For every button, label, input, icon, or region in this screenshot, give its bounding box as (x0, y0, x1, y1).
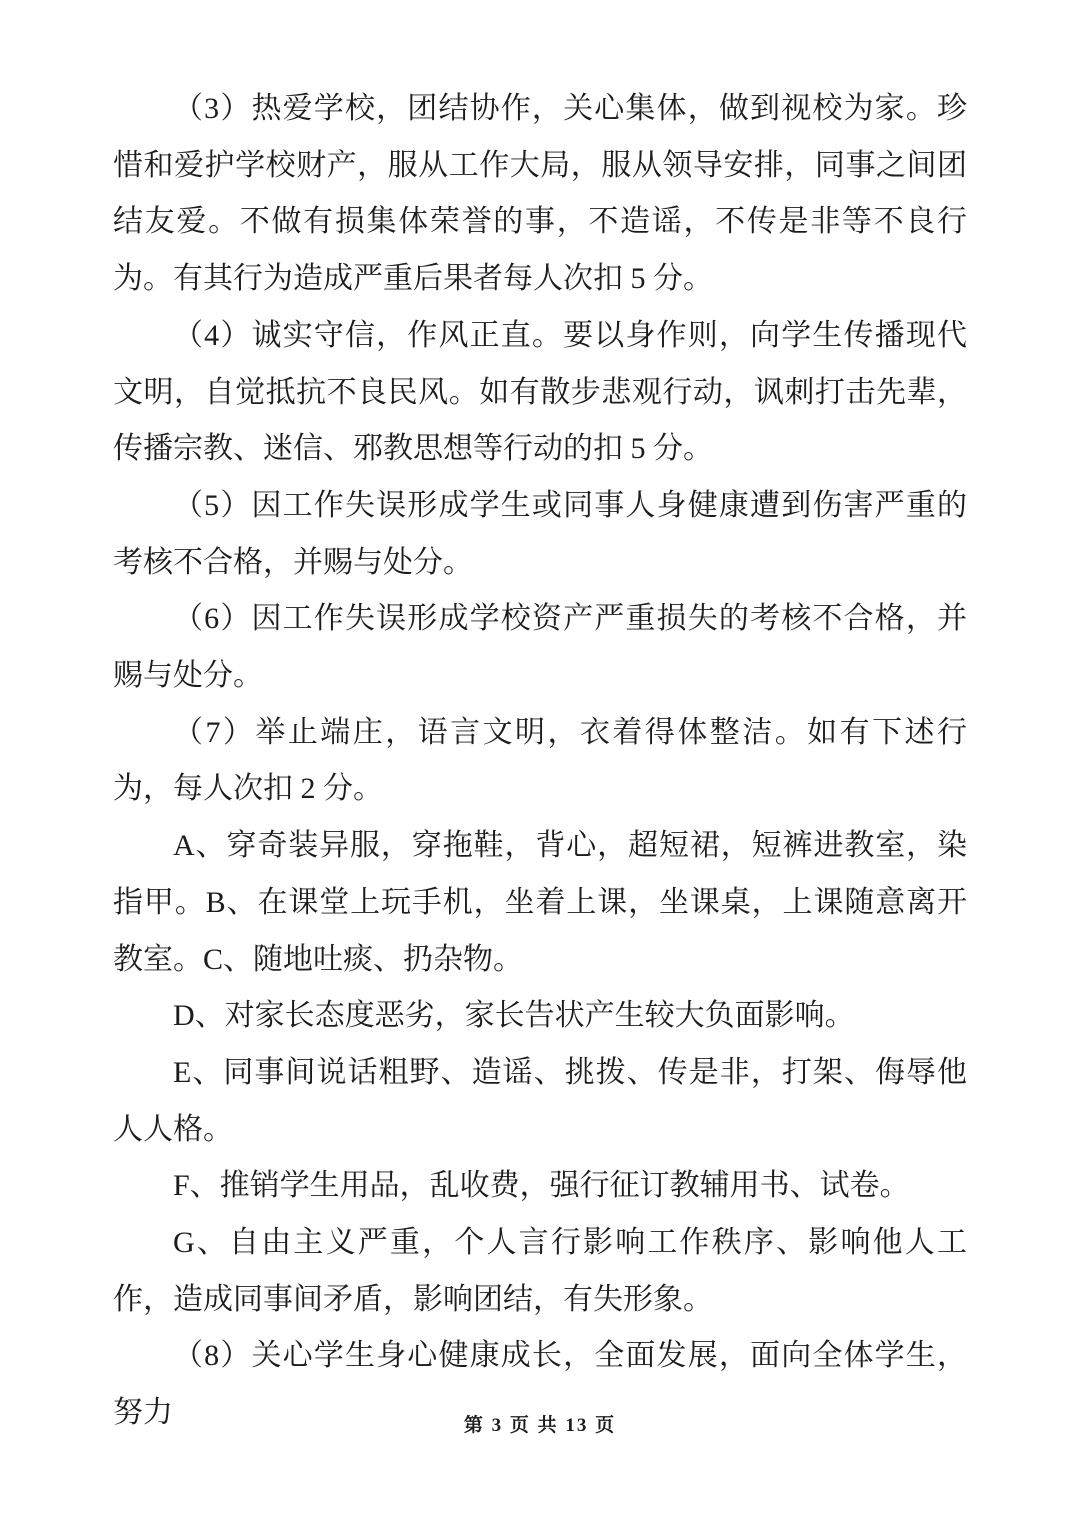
paragraph: A、穿奇装异服，穿拖鞋，背心，超短裙，短裤进教室，染指甲。B、在课堂上玩手机，坐着上课，坐课桌，上课随意离开教室。C、随地吐痰、扔杂物。 (113, 829, 967, 976)
document-body (113, 81, 967, 1442)
paragraph: F、推销学生用品，乱收费，强行征订教辅用书、试卷。 (173, 1169, 910, 1203)
paragraph: G、自由主义严重，个人言行影响工作秩序、影响他人工作，造成同事间矛盾，影响团结，有失形象。 (113, 1226, 967, 1316)
paragraph: （8）关心学生身心健康成长，全面发展，面向全体学生，努力 (113, 1339, 967, 1430)
paragraph: （3）热爱学校，团结协作，关心集体，做到视校为家。珍惜和爱护学校财产，服从工作大局，服从领导安排，同事之间团结友爱。不做有损集体荣誉的事，不造谣，不传是非等不良行为。有其行为造成严重后果者每人次扣 5 分。 (113, 92, 967, 296)
paragraph: E、同事间说话粗野、造谣、挑拨、传是非，打架、侮辱他人人格。 (113, 1055, 967, 1146)
paragraph: （4）诚实守信，作风正直。要以身作则，向学生传播现代文明，自觉抵抗不良民风。如有散步悲观行动，讽刺打击先辈，传播宗教、迷信、邪教思想等行动的扣 5 分。 (113, 318, 967, 466)
paragraph: （6）因工作失误形成学校资产严重损失的考核不合格，并赐与处分。 (113, 602, 967, 693)
paragraph: D、对家长态度恶劣，家长告状产生较大负面影响。 (173, 999, 855, 1033)
paragraph: （5）因工作失误形成学生或同事人身健康遭到伤害严重的考核不合格，并赐与处分。 (113, 488, 967, 579)
page-footer: 第 3 页 共 13 页 (463, 1415, 617, 1436)
paragraph: （7）举止端庄，语言文明，衣着得体整洁。如有下述行为，每人次扣 2 分。 (113, 715, 967, 806)
